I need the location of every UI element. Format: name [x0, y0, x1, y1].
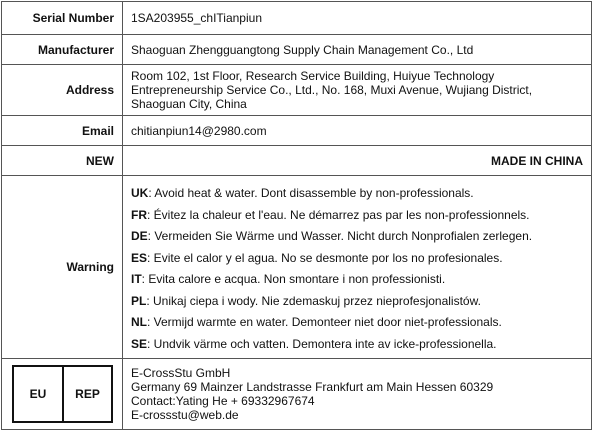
warning-item [131, 248, 583, 270]
address-label: Address [2, 65, 123, 116]
warning-item [131, 183, 583, 205]
eu-rep-contact: Contact:Yating He + 69332967674 [131, 394, 315, 408]
status-row [2, 146, 592, 176]
address-row [2, 65, 592, 116]
warning-text: : Undvik värme och vatten. Demontera inte av icke-professionella. [147, 336, 497, 351]
eu-rep-symbol [12, 365, 113, 423]
eu-symbol-text: EU [14, 367, 64, 421]
warning-text: : Evite el calor y el agua. No se desmonte por los no profesionales. [147, 250, 503, 265]
label-table [1, 1, 592, 430]
eu-rep-info [123, 359, 592, 430]
address-line: Shaoguan City, China [131, 97, 247, 111]
eu-rep-email: E-crossstu@web.de [131, 408, 239, 422]
warning-lang-code: ES [131, 250, 148, 265]
warning-item [131, 291, 583, 313]
warning-text: : Vermeiden Sie Wärme und Wasser. Nicht durch Nonprofialen zerlegen. [147, 229, 533, 243]
warning-text: : Evita calore e acqua. Non smontare i non professionisti. [141, 272, 446, 286]
warning-list [131, 176, 583, 358]
warning-label: Warning [2, 176, 123, 359]
email-row [2, 116, 592, 146]
rep-symbol-text: REP [75, 387, 100, 401]
warning-item [131, 312, 583, 334]
warning-lang-code: IT [131, 272, 142, 286]
warning-text: : Unikaj ciepa i wody. Nie zdemaskuj przez nieprofesjonalistów. [146, 293, 481, 308]
manufacturer-value: Shaoguan Zhengguangtong Supply Chain Management Co., Ltd [123, 35, 592, 65]
eu-rep-address: Germany 69 Mainzer Landstrasse Frankfurt am Main Hessen 60329 [131, 380, 494, 394]
address-line: Room 102, 1st Floor, Research Service Building, Huiyue Technology [131, 69, 495, 83]
manufacturer-label: Manufacturer [2, 35, 123, 65]
warning-list-cell [123, 176, 592, 359]
warning-lang-code: UK [131, 186, 149, 200]
warning-text: : Vermijd warmte en water. Demonteer niet door niet-professionals. [147, 315, 502, 329]
address-line: Entrepreneurship Service Co., Ltd., No. 168, Muxi Avenue, Wujiang District, [131, 83, 533, 97]
made-in-label: MADE IN CHINA [123, 146, 592, 176]
warning-lang-code: DE [131, 229, 148, 243]
warning-item [131, 226, 583, 248]
eu-rep-row [2, 359, 592, 430]
email-label: Email [2, 116, 123, 146]
manufacturer-row [2, 35, 592, 65]
new-label: NEW [2, 146, 123, 176]
eu-rep-company: E-CrossStu GmbH [131, 366, 231, 380]
warning-row [2, 176, 592, 359]
address-value [123, 65, 592, 116]
eu-rep-symbol-cell [2, 359, 123, 430]
warning-item [131, 334, 583, 356]
warning-lang-code: FR [131, 207, 147, 222]
warning-text: : Avoid heat & water. Dont disassemble by non-professionals. [148, 186, 474, 200]
warning-lang-code: NL [131, 315, 147, 329]
warning-lang-code: SE [131, 336, 148, 351]
serial-label: Serial Number [2, 2, 123, 35]
warning-item [131, 205, 583, 227]
warning-lang-code: PL [131, 293, 147, 308]
warning-item [131, 269, 583, 291]
serial-row [2, 2, 592, 35]
serial-value: 1SA203955_chITianpiun [123, 2, 592, 35]
warning-text: : Évitez la chaleur et l'eau. Ne démarrez pas par les non-professionnels. [147, 207, 530, 222]
email-value: chitianpiun14@2980.com [123, 116, 592, 146]
